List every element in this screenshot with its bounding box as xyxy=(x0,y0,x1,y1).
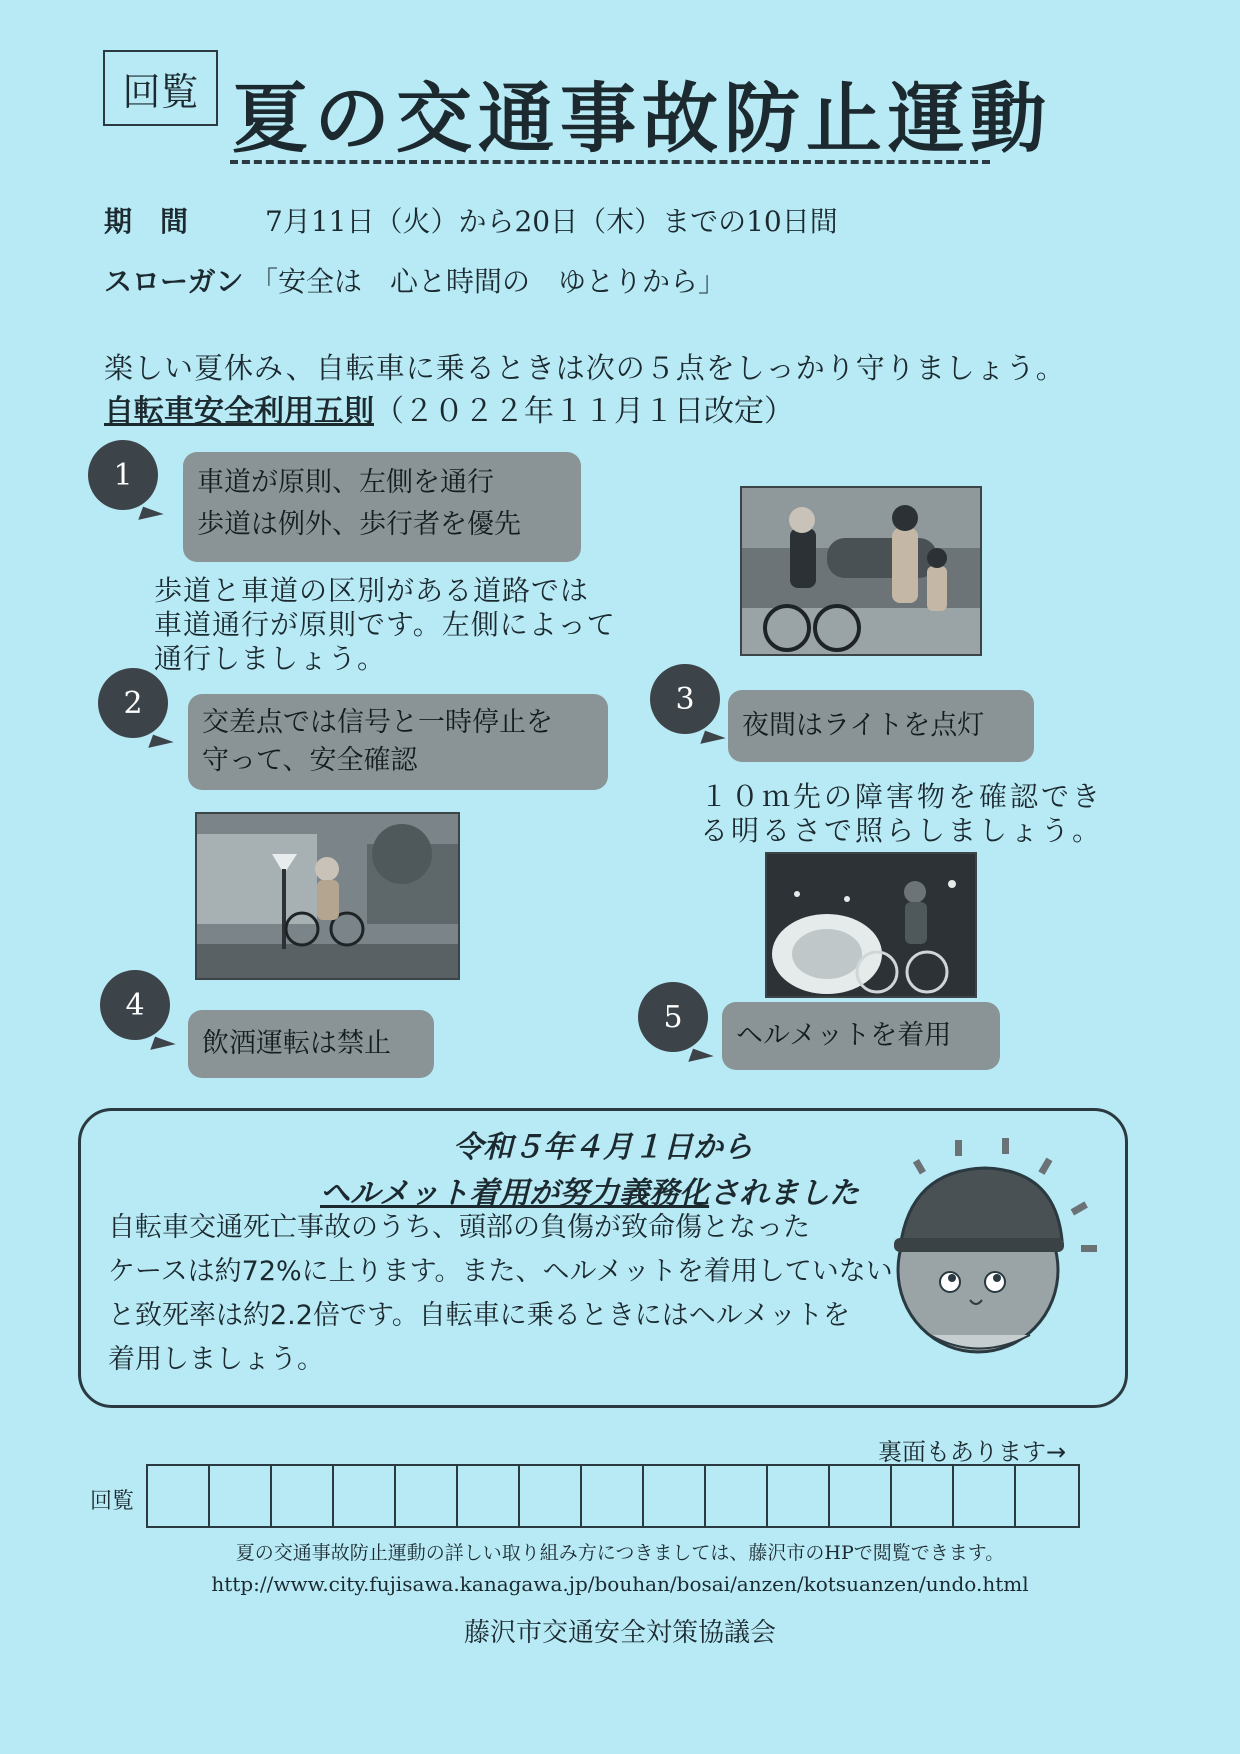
stamp-cell[interactable] xyxy=(644,1466,706,1526)
period-label: 期 間 xyxy=(104,205,189,238)
intersection-stop-illustration xyxy=(195,812,460,980)
rule-3-bubble xyxy=(728,690,1034,762)
rule-5-line1: ヘルメットを着用 xyxy=(736,1020,952,1051)
helmet-notice-line: ケースは約72%に上ります。また、ヘルメットを着用していない xyxy=(108,1256,893,1287)
rule-5-number: 5 xyxy=(638,982,708,1052)
stamp-cell[interactable] xyxy=(520,1466,582,1526)
rule-4-number: 4 xyxy=(100,970,170,1040)
rule-3-desc-line: １０ｍ先の障害物を確認でき xyxy=(700,780,1104,813)
back-side-note: 裏面もあります→ xyxy=(878,1438,1067,1466)
rule-1-line2: 歩道は例外、歩行者を優先 xyxy=(197,509,521,540)
rule-1-description xyxy=(154,574,616,676)
rule-2-number: 2 xyxy=(98,668,168,738)
helmet-notice-line: と致死率は約2.2倍です。自転車に乗るときにはヘルメットを xyxy=(108,1300,850,1331)
helmet-notice-headline-rest: されました xyxy=(709,1176,860,1211)
slogan-value: 「安全は 心と時間の ゆとりから」 xyxy=(250,265,727,298)
night-light-illustration xyxy=(765,852,977,998)
stamp-cell[interactable] xyxy=(396,1466,458,1526)
stamp-cell[interactable] xyxy=(892,1466,954,1526)
helmet-notice-body xyxy=(108,1206,893,1382)
helmet-notice-line: 着用しましょう。 xyxy=(108,1344,324,1375)
stamp-cell[interactable] xyxy=(210,1466,272,1526)
footer-url-link[interactable]: http://www.city.fujisawa.kanagawa.jp/bouhan/bosai/anzen/kotsuanzen/undo.html xyxy=(211,1572,1029,1596)
rule-3-description xyxy=(700,780,1103,848)
rule-3-number: 3 xyxy=(650,664,720,734)
circulation-badge: 回覧 xyxy=(103,50,218,126)
cyclist-on-road-illustration xyxy=(740,486,982,656)
rule-3-line1: 夜間はライトを点灯 xyxy=(742,710,985,741)
stamp-cell[interactable] xyxy=(582,1466,644,1526)
helmet-notice-headline-underlined: ヘルメット着用が努力義務化 xyxy=(320,1176,710,1211)
stamp-cell[interactable] xyxy=(272,1466,334,1526)
rule-4-line1: 飲酒運転は禁止 xyxy=(202,1028,391,1059)
page-title: 夏の交通事故防止運動 xyxy=(232,74,1052,163)
rules-revision: （２０２２年１１月１日改定） xyxy=(374,394,794,429)
rule-1-desc-line: 歩道と車道の区別がある道路では xyxy=(154,574,590,607)
stamp-cell[interactable] xyxy=(334,1466,396,1526)
stamp-cell[interactable] xyxy=(954,1466,1016,1526)
rules-heading xyxy=(104,386,794,430)
rule-2-line2: 守って、安全確認 xyxy=(202,745,418,776)
title-underline xyxy=(230,160,990,164)
rule-1-bubble xyxy=(183,452,581,562)
rule-1-desc-line: 車道通行が原則です。左側によって xyxy=(154,608,616,641)
rules-title: 自転車安全利用五則 xyxy=(104,394,374,429)
circulation-label: 回覧 xyxy=(90,1489,135,1514)
helmet-notice-date: 令和５年４月１日から xyxy=(453,1130,753,1165)
circulation-stamp-grid xyxy=(146,1464,1080,1528)
rule-2-line1: 交差点では信号と一時停止を xyxy=(202,707,553,738)
period-value: 7月11日（火）から20日（木）までの10日間 xyxy=(265,205,838,238)
stamp-cell[interactable] xyxy=(1016,1466,1078,1526)
intro-text: 楽しい夏休み、自転車に乗るときは次の５点をしっかり守りましょう。 xyxy=(104,351,1066,385)
helmet-notice-line: 自転車交通死亡事故のうち、頭部の負傷が致命傷となった xyxy=(108,1212,810,1243)
rule-1-desc-line: 通行しましょう。 xyxy=(154,642,387,675)
organization-name: 藤沢市交通安全対策協議会 xyxy=(463,1618,776,1648)
rule-1-line1: 車道が原則、左側を通行 xyxy=(197,467,494,498)
stamp-cell[interactable] xyxy=(148,1466,210,1526)
stamp-cell[interactable] xyxy=(768,1466,830,1526)
stamp-cell[interactable] xyxy=(706,1466,768,1526)
footer-info: 夏の交通事故防止運動の詳しい取り組み方につきましては、藤沢市のHPで閲覧できます。 xyxy=(235,1542,1005,1564)
rule-5-bubble xyxy=(722,1002,1000,1070)
rule-1-number: 1 xyxy=(88,440,158,510)
rule-3-desc-line: る明るさで照らしましょう。 xyxy=(700,814,1104,847)
stamp-cell[interactable] xyxy=(830,1466,892,1526)
rule-4-bubble xyxy=(188,1010,434,1078)
slogan-label: スローガン xyxy=(104,265,244,298)
rule-2-bubble xyxy=(188,694,608,790)
stamp-cell[interactable] xyxy=(458,1466,520,1526)
helmet-child-illustration xyxy=(890,1130,1110,1370)
